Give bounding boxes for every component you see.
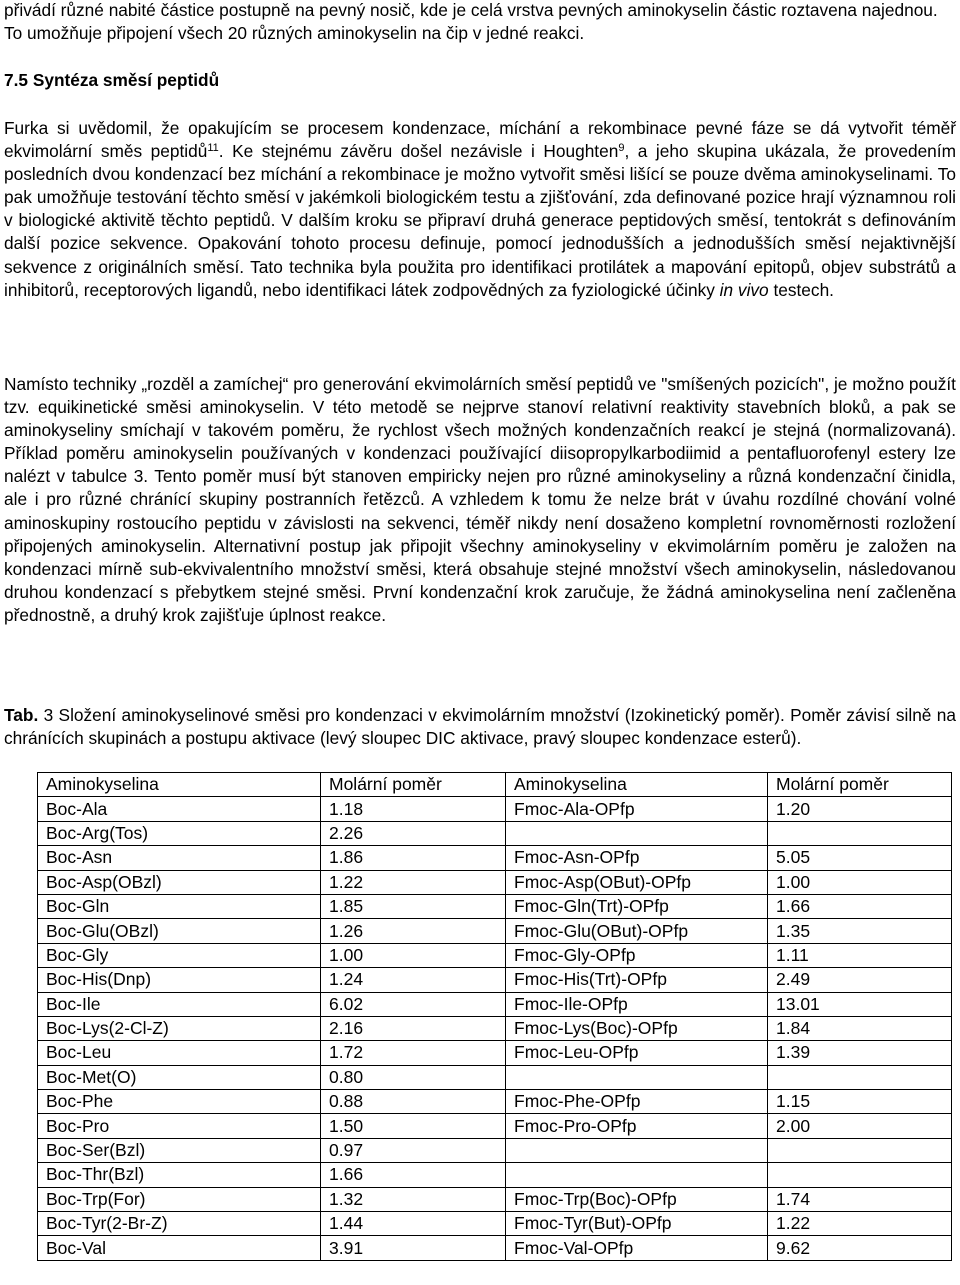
boc-amino-acid-cell: Boc-Gly [38, 943, 321, 967]
boc-molar-ratio-cell: 0.80 [321, 1065, 506, 1089]
boc-amino-acid-cell: Boc-Arg(Tos) [38, 821, 321, 845]
boc-amino-acid-cell: Boc-Phe [38, 1090, 321, 1114]
boc-amino-acid-cell: Boc-Ile [38, 992, 321, 1016]
fmoc-amino-acid-cell [506, 1138, 768, 1162]
boc-amino-acid-cell: Boc-Asp(OBzl) [38, 870, 321, 894]
fmoc-amino-acid-cell: Fmoc-Glu(OBut)-OPfp [506, 919, 768, 943]
boc-molar-ratio-cell: 0.88 [321, 1090, 506, 1114]
table-row [38, 870, 952, 894]
boc-amino-acid-cell: Boc-Ser(Bzl) [38, 1138, 321, 1162]
paragraph-1-text-d: testech. [768, 279, 834, 300]
fmoc-amino-acid-cell: Fmoc-Gln(Trt)-OPfp [506, 894, 768, 918]
table-row [38, 1163, 952, 1187]
fmoc-molar-ratio-cell: 2.49 [768, 968, 952, 992]
boc-molar-ratio-cell: 1.00 [321, 943, 506, 967]
fmoc-amino-acid-cell: Fmoc-Lys(Boc)-OPfp [506, 1016, 768, 1040]
fmoc-molar-ratio-cell: 1.22 [768, 1212, 952, 1236]
fmoc-molar-ratio-cell: 1.35 [768, 919, 952, 943]
boc-molar-ratio-cell: 1.24 [321, 968, 506, 992]
table-caption [4, 704, 956, 750]
fmoc-molar-ratio-cell: 1.11 [768, 943, 952, 967]
fmoc-molar-ratio-cell: 13.01 [768, 992, 952, 1016]
paragraph-1-text-a: Furka si uvědomil, že opakujícím se procesem kondenzace, míchání a rekombinace pevné fáze se dá vytvořit téměř ekvimolární směs peptidů [4, 118, 956, 162]
boc-amino-acid-cell: Boc-Tyr(2-Br-Z) [38, 1212, 321, 1236]
table-body [38, 797, 952, 1260]
table-row [38, 1090, 952, 1114]
table-row [38, 992, 952, 1016]
fmoc-molar-ratio-cell: 1.66 [768, 894, 952, 918]
boc-molar-ratio-cell: 3.91 [321, 1236, 506, 1260]
fmoc-amino-acid-cell: Fmoc-Gly-OPfp [506, 943, 768, 967]
paragraph-1-text-c: , a jeho skupina ukázala, že provedením posledních dvou kondenzací bez míchání a rekombinace je možno vytvořit směsi lišící se pouze dvěma aminokyselinami. To pak umožňuje testování těchto směsí v jakémkoli biologickém testu a zjišťování, zda definované pozice hrají významnou roli v biologické aktivitě těchto peptidů. V dalším kroku se připraví druhá generace peptidových směsí, tentokrát s definováním další pozice sekvence. Opakování tohoto procesu definuje, pomocí jednodušších a jednodušších směsí nejaktivnější sekvence z originálních směsí. Tato technika byla použita pro identifikaci protilátek a mapování epitopů, objev substrátů a inhibitorů, receptorových ligandů, nebo identifikaci látek zodpovědných za fyziologické účinky [4, 141, 956, 300]
fmoc-molar-ratio-cell [768, 1163, 952, 1187]
boc-amino-acid-cell: Boc-Leu [38, 1041, 321, 1065]
fmoc-molar-ratio-cell [768, 821, 952, 845]
table-row [38, 894, 952, 918]
boc-amino-acid-cell: Boc-His(Dnp) [38, 968, 321, 992]
table-row [38, 1236, 952, 1260]
boc-amino-acid-cell: Boc-Trp(For) [38, 1187, 321, 1211]
table-row [38, 1114, 952, 1138]
fmoc-molar-ratio-cell [768, 1138, 952, 1162]
fmoc-molar-ratio-cell: 5.05 [768, 846, 952, 870]
boc-amino-acid-cell: Boc-Asn [38, 846, 321, 870]
fmoc-amino-acid-cell: Fmoc-Val-OPfp [506, 1236, 768, 1260]
reference-11: 11 [207, 142, 219, 155]
header-amino-acid-right: Aminokyselina [506, 773, 768, 797]
table-row [38, 919, 952, 943]
boc-molar-ratio-cell: 2.26 [321, 821, 506, 845]
fmoc-amino-acid-cell: Fmoc-Tyr(But)-OPfp [506, 1212, 768, 1236]
boc-amino-acid-cell: Boc-Gln [38, 894, 321, 918]
fmoc-molar-ratio-cell: 1.39 [768, 1041, 952, 1065]
boc-molar-ratio-cell: 6.02 [321, 992, 506, 1016]
fmoc-molar-ratio-cell: 9.62 [768, 1236, 952, 1260]
fmoc-molar-ratio-cell: 1.00 [768, 870, 952, 894]
fmoc-amino-acid-cell: Fmoc-Asn-OPfp [506, 846, 768, 870]
fmoc-molar-ratio-cell: 1.84 [768, 1016, 952, 1040]
boc-molar-ratio-cell: 1.85 [321, 894, 506, 918]
fmoc-molar-ratio-cell: 2.00 [768, 1114, 952, 1138]
table-row [38, 1041, 952, 1065]
table-row [38, 1065, 952, 1089]
paragraph-1-text-b: . Ke stejnému závěru došel nezávisle i Houghten [218, 141, 619, 162]
boc-amino-acid-cell: Boc-Val [38, 1236, 321, 1260]
italic-in-vivo: in vivo [719, 279, 769, 300]
table-row [38, 968, 952, 992]
boc-amino-acid-cell: Boc-Pro [38, 1114, 321, 1138]
section-heading: 7.5 Syntéza směsí peptidů [4, 70, 220, 90]
fmoc-molar-ratio-cell: 1.15 [768, 1090, 952, 1114]
boc-molar-ratio-cell: 1.50 [321, 1114, 506, 1138]
fmoc-amino-acid-cell [506, 1163, 768, 1187]
boc-molar-ratio-cell: 1.72 [321, 1041, 506, 1065]
amino-acid-ratio-table [37, 772, 952, 1261]
reference-9: 9 [618, 142, 625, 155]
boc-molar-ratio-cell: 1.66 [321, 1163, 506, 1187]
boc-molar-ratio-cell: 1.86 [321, 846, 506, 870]
fmoc-amino-acid-cell: Fmoc-Trp(Boc)-OPfp [506, 1187, 768, 1211]
caption-label: Tab. [4, 705, 39, 725]
fmoc-amino-acid-cell: Fmoc-Leu-OPfp [506, 1041, 768, 1065]
boc-molar-ratio-cell: 1.18 [321, 797, 506, 821]
header-molar-ratio-left: Molární poměr [321, 773, 506, 797]
table-row [38, 821, 952, 845]
intro-paragraph: přivádí různé nabité částice postupně na pevný nosič, kde je celá vrstva pevných aminokyselin částic roztavena najednou. To umožňuje připojení všech 20 různých aminokyselin na čip v jedné reakci. [4, 0, 938, 44]
table-row [38, 1187, 952, 1211]
boc-amino-acid-cell: Boc-Thr(Bzl) [38, 1163, 321, 1187]
table-header-row [38, 773, 952, 797]
boc-amino-acid-cell: Boc-Glu(OBzl) [38, 919, 321, 943]
boc-molar-ratio-cell: 1.26 [321, 919, 506, 943]
header-amino-acid-left: Aminokyselina [38, 773, 321, 797]
fmoc-amino-acid-cell: Fmoc-Ile-OPfp [506, 992, 768, 1016]
fmoc-molar-ratio-cell [768, 1065, 952, 1089]
boc-amino-acid-cell: Boc-Ala [38, 797, 321, 821]
fmoc-amino-acid-cell: Fmoc-Asp(OBut)-OPfp [506, 870, 768, 894]
boc-amino-acid-cell: Boc-Lys(2-Cl-Z) [38, 1016, 321, 1040]
fmoc-amino-acid-cell [506, 1065, 768, 1089]
fmoc-amino-acid-cell [506, 821, 768, 845]
fmoc-amino-acid-cell: Fmoc-Phe-OPfp [506, 1090, 768, 1114]
boc-molar-ratio-cell: 0.97 [321, 1138, 506, 1162]
boc-molar-ratio-cell: 2.16 [321, 1016, 506, 1040]
table-row [38, 1016, 952, 1040]
fmoc-amino-acid-cell: Fmoc-Pro-OPfp [506, 1114, 768, 1138]
fmoc-molar-ratio-cell: 1.74 [768, 1187, 952, 1211]
fmoc-amino-acid-cell: Fmoc-Ala-OPfp [506, 797, 768, 821]
header-molar-ratio-right: Molární poměr [768, 773, 952, 797]
fmoc-amino-acid-cell: Fmoc-His(Trt)-OPfp [506, 968, 768, 992]
table-row [38, 1138, 952, 1162]
boc-molar-ratio-cell: 1.32 [321, 1187, 506, 1211]
body-paragraph-1 [4, 117, 956, 302]
table-row [38, 797, 952, 821]
caption-text: 3 Složení aminokyselinové směsi pro kondenzaci v ekvimolárním množství (Izokinetický poměr). Poměr závisí silně na chránících skupinách a postupu aktivace (levý sloupec DIC aktivace, pravý sloupec kondenzace esterů). [4, 705, 956, 749]
boc-molar-ratio-cell: 1.44 [321, 1212, 506, 1236]
table-row [38, 943, 952, 967]
boc-molar-ratio-cell: 1.22 [321, 870, 506, 894]
table-row [38, 1212, 952, 1236]
boc-amino-acid-cell: Boc-Met(O) [38, 1065, 321, 1089]
body-paragraph-2: Namísto techniky „rozděl a zamíchej“ pro generování ekvimolárních směsí peptidů ve "smíšených pozicích", je možno použít tzv. equikinetické směsi aminokyselin. V této metodě se nejprve stanoví relativní reaktivity stavebních bloků, a pak se aminokyseliny smíchají v takovém poměru, že rychlost všech možných kondenzačních reakcí je stejná (normalizovaná). Příklad poměru aminokyselin používaných v kondenzaci používající diisopropylkarbodiimid a pentafluorofenyl estery lze nalézt v tabulce 3. Tento poměr musí být stanoven empiricky nejen pro různé aminokyseliny a různá kondenzační činidla, ale i pro různé chránící skupiny postranních řetězců. A vzhledem k tomu že nelze brát v úvahu rozdílné chování volné aminoskupiny rostoucího peptidu v závislosti na sekvenci, téměř nikdy není dosaženo kompletní rovnoměrnosti rozložení připojených aminokyselin. Alternativní postup jak připojit všechny aminokyseliny v ekvimolárním poměru je založen na kondenzaci mírně sub-ekvivalentního množství směsi, která obsahuje stejné množství všech aminokyselin, následovanou druhou kondenzací s přebytkem stejné směsi. První kondenzační krok zaručuje, že žádná aminokyselina není začleněna přednostně, a druhý krok zajišťuje úplnost reakce. [4, 374, 956, 625]
table-row [38, 846, 952, 870]
fmoc-molar-ratio-cell: 1.20 [768, 797, 952, 821]
